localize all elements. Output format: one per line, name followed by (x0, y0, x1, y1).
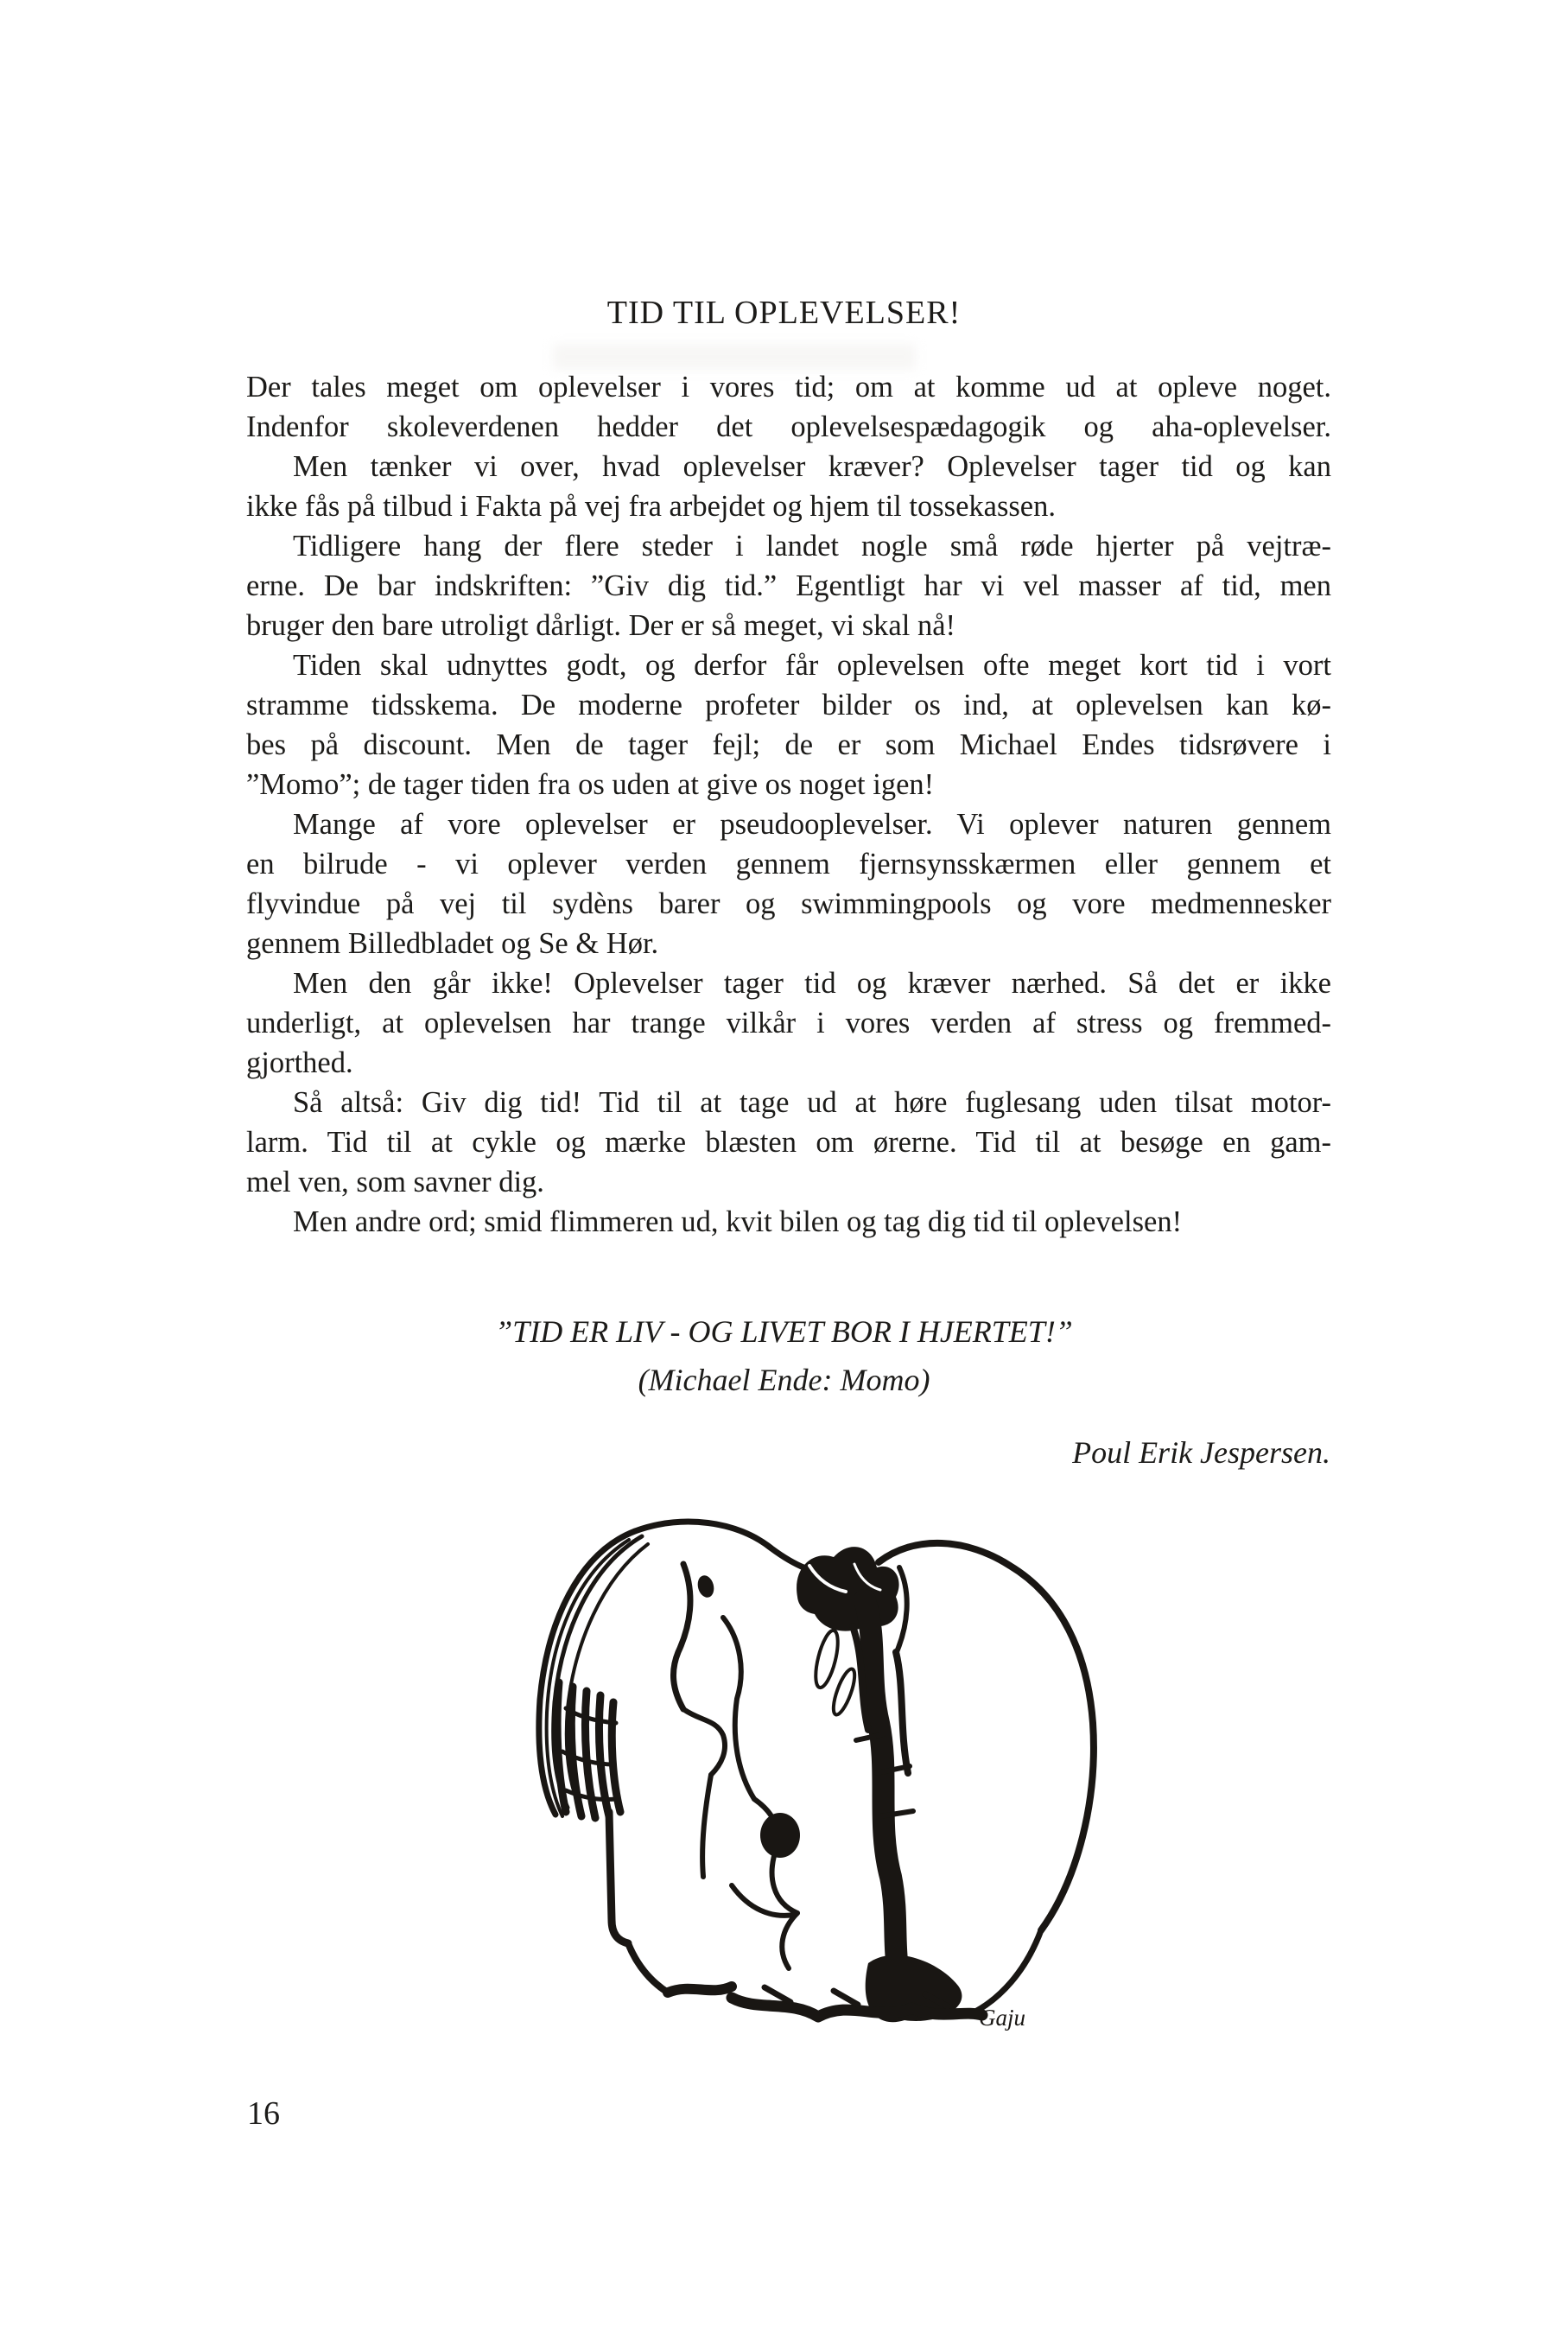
quote-attribution: (Michael Ende: Momo) (638, 1363, 930, 1397)
body-line: ikke fås på tilbud i Fakta på vej fra arbejdet og hjem til tossekassen. (246, 490, 1056, 523)
body-text (246, 367, 1331, 1242)
dark-scribble-band (811, 1600, 962, 2022)
body-line: Der tales meget om oplevelser i vores tid; om at komme ud at opleve noget. (246, 371, 1331, 404)
body-line: flyvindue på vej til sydèns barer og swimmingpools og vore medmennesker (246, 887, 1331, 920)
body-line: Indenfor skoleverdenen hedder det oplevelsespædagogik og aha-oplevelser. (246, 410, 1331, 443)
body-line: Mange af vore oplevelser er pseudooplevelser. Vi oplever naturen gennem (293, 808, 1331, 841)
mane-strokes (539, 1531, 648, 1816)
body-line: erne. De bar indskriften: ”Giv dig tid.” Egentligt har vi vel masser af tid, men (246, 569, 1331, 602)
body-line: gennem Billedbladet og Se & Hør. (246, 927, 659, 960)
page-title: TID TIL OPLEVELSER! (606, 295, 962, 331)
front-leg-strokes (609, 1812, 732, 1993)
body-line: Men tænker vi over, hvad oplevelser kræver? Oplevelser tager tid og kan (293, 450, 1331, 483)
body-line: ”Momo”; de tager tiden fra os uden at give os noget igen! (246, 768, 935, 801)
body-line: en bilrude - vi oplever verden gennem fjernsynsskærmen eller gennem et (246, 848, 1331, 880)
body-line: Men andre ord; smid flimmeren ud, kvit bilen og tag dig tid til oplevelsen! (293, 1205, 1183, 1238)
body-line: Tidligere hang der flere steder i landet nogle små røde hjerter på vejtræ- (293, 530, 1331, 563)
body-line: Men den går ikke! Oplevelser tager tid og kræver nærhed. Så det er ikke (293, 967, 1331, 1000)
center-shapes (732, 1799, 800, 1968)
ink-drawing-illustration (505, 1514, 1101, 2045)
body-line: Så altså: Giv dig tid! Tid til at tage ud at høre fuglesang uden tilsat motor- (293, 1086, 1331, 1119)
body-line: bruger den bare utroligt dårligt. Der er så meget, vi skal nå! (246, 609, 955, 642)
large-body-outline (879, 1543, 1094, 2013)
artist-signature: Gaju (979, 2005, 1025, 2031)
body-line: stramme tidsskema. De moderne profeter bilder os ind, at oplevelsen kan kø- (246, 689, 1331, 722)
quote-block (0, 1312, 1568, 1400)
page-number: 16 (247, 2095, 280, 2132)
body-line: mel ven, som savner dig. (246, 1166, 544, 1198)
body-line: underligt, at oplevelsen har trange vilkår i vores verden af stress og fremmed- (246, 1007, 1331, 1039)
body-line: Tiden skal udnyttes godt, og derfor får oplevelsen ofte meget kort tid i vort (293, 649, 1331, 682)
author-name: Poul Erik Jespersen. (1072, 1435, 1330, 1470)
body-line: bes på discount. Men de tager fejl; de er som Michael Endes tidsrøvere i (246, 728, 1331, 761)
bleed-through-smudge (553, 344, 916, 370)
quote-line: ”TID ER LIV - OG LIVET BOR I HJERTET!” (495, 1314, 1073, 1349)
body-line: gjorthed. (246, 1046, 353, 1079)
body-line: larm. Tid til at cykle og mærke blæsten om ørerne. Tid til at besøge en gam- (246, 1126, 1331, 1159)
